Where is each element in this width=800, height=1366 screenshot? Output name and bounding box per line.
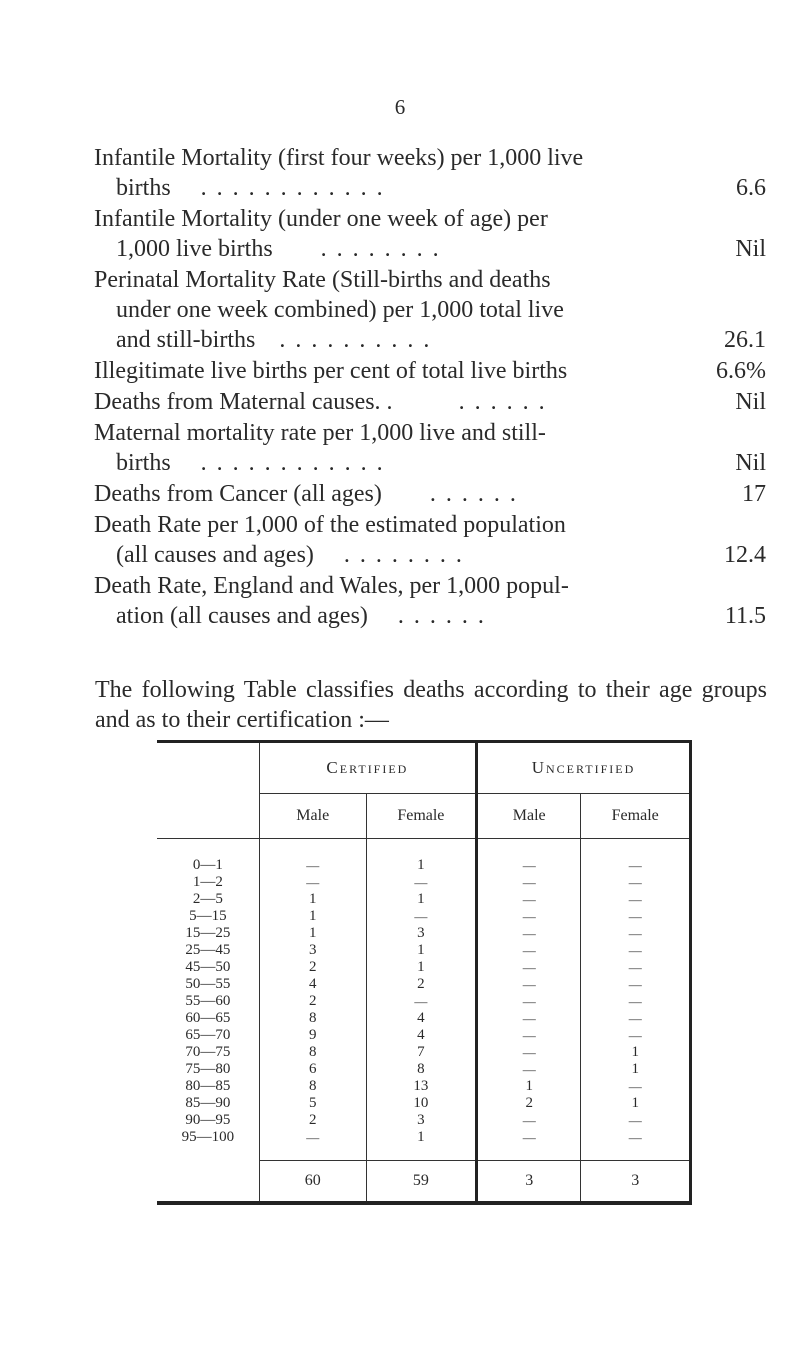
certified-female-cell: 2 [366, 976, 476, 993]
uncertified-male-cell: — [477, 1027, 581, 1044]
table-bottom-rule [157, 1201, 692, 1205]
certified-female-cell: — [366, 874, 476, 891]
age-group-cell: 0—1 [157, 839, 259, 875]
certified-female-cell: 13 [366, 1078, 476, 1095]
uncertified-male-cell: — [477, 925, 581, 942]
uncertified-female-cell: — [581, 891, 691, 908]
uncertified-female-cell: — [581, 1010, 691, 1027]
uncertified-female-cell: — [581, 942, 691, 959]
certified-female-cell: 7 [366, 1044, 476, 1061]
total-certified-male: 60 [259, 1161, 366, 1202]
stat-label: Death Rate, England and Wales, per 1,000 popul- [94, 573, 569, 599]
uncertified-female-cell: — [581, 1027, 691, 1044]
table-row [157, 1010, 691, 1027]
total-uncertified-male: 3 [477, 1161, 581, 1202]
stat-label: ation (all causes and ages) [116, 603, 368, 629]
stat-label: Maternal mortality rate per 1,000 live and still- [94, 420, 546, 446]
uncertified-male-cell: — [477, 993, 581, 1010]
stat-maternal-mortality-rate [94, 418, 766, 478]
certified-male-cell: 6 [259, 1061, 366, 1078]
certified-male-cell: 1 [259, 891, 366, 908]
certified-female-cell: 1 [366, 1129, 476, 1161]
uncertified-female-cell: — [581, 874, 691, 891]
stat-label: Perinatal Mortality Rate (Still-births and deaths [94, 267, 551, 293]
stat-illegitimate-births [94, 356, 766, 386]
table-row [157, 993, 691, 1010]
table-row [157, 1027, 691, 1044]
table-row [157, 1044, 691, 1061]
uncertified-female-cell: 1 [581, 1061, 691, 1078]
certified-female-cell: 1 [366, 891, 476, 908]
age-group-cell: 15—25 [185, 925, 231, 941]
uncertified-female-cell: — [581, 976, 691, 993]
deaths-by-age-table [157, 740, 692, 1205]
header-certified-male: Male [259, 794, 366, 839]
table-row [157, 874, 691, 891]
age-group-cell: 90—95 [185, 1112, 231, 1128]
stat-value: 12.4 [724, 542, 766, 568]
certified-female-cell: 1 [366, 839, 476, 875]
certified-male-cell: 8 [259, 1078, 366, 1095]
certified-male-cell: 2 [259, 993, 366, 1010]
page-number: 6 [394, 95, 406, 119]
uncertified-female-cell: — [581, 1078, 691, 1095]
stat-cancer-deaths [94, 479, 766, 509]
stat-value: 17 [742, 481, 766, 507]
uncertified-female-cell: 1 [581, 1044, 691, 1061]
age-group-cell: 65—70 [185, 1027, 231, 1043]
certified-female-cell: 3 [366, 925, 476, 942]
stat-label: Illegitimate live births per cent of total live births [94, 358, 568, 384]
stat-label: births [116, 450, 171, 476]
age-group-cell: 55—60 [185, 993, 231, 1009]
stat-value: Nil [735, 389, 766, 415]
uncertified-female-cell: — [581, 908, 691, 925]
uncertified-male-cell: — [477, 839, 581, 875]
age-group-cell: 80—85 [185, 1078, 231, 1094]
stat-label: Deaths from Maternal causes. . [94, 389, 393, 415]
uncertified-male-cell: — [477, 976, 581, 993]
stat-infantile-mortality-one-week [94, 204, 766, 264]
uncertified-male-cell: — [477, 1112, 581, 1129]
table-row [157, 925, 691, 942]
stat-label: under one week combined) per 1,000 total live [116, 297, 564, 323]
age-group-cell: 60—65 [185, 1010, 231, 1026]
age-group-cell: 85—90 [185, 1095, 231, 1111]
certified-female-cell: 4 [366, 1027, 476, 1044]
certified-male-cell: 2 [259, 959, 366, 976]
certified-female-cell: — [366, 993, 476, 1010]
uncertified-female-cell: — [581, 959, 691, 976]
certified-female-cell: 3 [366, 1112, 476, 1129]
leader-dots: . . . . . . . . . . . . [200, 175, 385, 201]
age-group-cell: 5—15 [189, 908, 227, 924]
stat-label: Deaths from Cancer (all ages) [94, 481, 382, 507]
stat-infantile-mortality-four-weeks [94, 143, 766, 203]
certified-male-cell: 1 [259, 908, 366, 925]
age-group-cell: 2—5 [192, 891, 223, 907]
uncertified-male-cell: — [477, 959, 581, 976]
certified-male-cell: — [259, 839, 366, 875]
certified-female-cell: 8 [366, 1061, 476, 1078]
stat-label: and still-births [116, 327, 256, 353]
certified-female-cell: 1 [366, 959, 476, 976]
certified-male-cell: — [259, 1129, 366, 1161]
stat-label: Death Rate per 1,000 of the estimated population [94, 512, 566, 538]
table-row [157, 976, 691, 993]
totals-row [157, 1161, 691, 1202]
uncertified-male-cell: 2 [477, 1095, 581, 1112]
stat-perinatal-mortality [94, 265, 766, 355]
table-row [157, 1078, 691, 1095]
certified-female-cell: 4 [366, 1010, 476, 1027]
certified-male-cell: 9 [259, 1027, 366, 1044]
certified-male-cell: 4 [259, 976, 366, 993]
age-group-cell: 1—2 [192, 874, 223, 890]
certified-male-cell: 2 [259, 1112, 366, 1129]
leader-dots: . . . . . . [397, 603, 486, 629]
leader-dots: . . . . . . [458, 389, 547, 415]
table-row [157, 1112, 691, 1129]
table-row [157, 942, 691, 959]
total-uncertified-female: 3 [581, 1161, 691, 1202]
header-uncertified: Uncertified [477, 743, 691, 794]
stat-label: Infantile Mortality (first four weeks) per 1,000 live [94, 145, 584, 171]
stat-value: 6.6% [716, 358, 766, 384]
certified-female-cell: 1 [366, 942, 476, 959]
uncertified-male-cell: 1 [477, 1078, 581, 1095]
age-group-cell: 95—100 [181, 1129, 235, 1146]
uncertified-female-cell: — [581, 925, 691, 942]
age-group-cell: 70—75 [185, 1044, 231, 1060]
table-intro-paragraph: The following Table classifies deaths according to their age groups and as to their certification :— [95, 677, 767, 733]
age-group-cell: 75—80 [185, 1061, 231, 1077]
header-certified: Certified [259, 743, 476, 794]
uncertified-male-cell: — [477, 1061, 581, 1078]
total-certified-female: 59 [366, 1161, 476, 1202]
stat-label: 1,000 live births [116, 236, 273, 262]
stat-value: Nil [735, 450, 766, 476]
age-group-cell: 50—55 [185, 976, 231, 992]
table-row [157, 1061, 691, 1078]
uncertified-male-cell: — [477, 874, 581, 891]
stat-value: 6.6 [736, 175, 766, 201]
table-body [157, 839, 691, 1161]
uncertified-male-cell: — [477, 908, 581, 925]
header-uncertified-male: Male [477, 794, 581, 839]
stat-label: (all causes and ages) [116, 542, 314, 568]
certified-female-cell: 10 [366, 1095, 476, 1112]
stat-value: Nil [735, 236, 766, 262]
certified-male-cell: — [259, 874, 366, 891]
uncertified-female-cell: — [581, 1129, 691, 1161]
uncertified-male-cell: — [477, 1129, 581, 1161]
table-row [157, 1129, 691, 1161]
certified-female-cell: — [366, 908, 476, 925]
uncertified-male-cell: — [477, 1044, 581, 1061]
stat-death-rate-england-wales [94, 571, 766, 631]
stat-death-rate [94, 510, 766, 570]
uncertified-female-cell: — [581, 1112, 691, 1129]
uncertified-male-cell: — [477, 1010, 581, 1027]
leader-dots: . . . . . . . . [343, 542, 464, 568]
table-row [157, 839, 691, 875]
certified-male-cell: 1 [259, 925, 366, 942]
header-uncertified-female: Female [581, 794, 691, 839]
stat-maternal-deaths [94, 387, 766, 417]
leader-dots: . . . . . . . . . . . . [200, 450, 385, 476]
uncertified-female-cell: — [581, 993, 691, 1010]
age-group-cell: 45—50 [185, 959, 231, 975]
certified-male-cell: 3 [259, 942, 366, 959]
stat-value: 26.1 [724, 327, 766, 353]
leader-dots: . . . . . . . . . . [279, 327, 432, 353]
table-row [157, 908, 691, 925]
uncertified-female-cell: — [581, 839, 691, 875]
uncertified-male-cell: — [477, 942, 581, 959]
statistics-list [94, 143, 766, 632]
header-certified-female: Female [366, 794, 476, 839]
table-row [157, 959, 691, 976]
stat-value: 11.5 [724, 603, 766, 629]
certified-male-cell: 5 [259, 1095, 366, 1112]
table-row [157, 1095, 691, 1112]
stat-label: births [116, 175, 171, 201]
leader-dots: . . . . . . [429, 481, 518, 507]
table-row [157, 891, 691, 908]
uncertified-female-cell: 1 [581, 1095, 691, 1112]
stat-label: Infantile Mortality (under one week of age) per [94, 206, 548, 232]
age-group-cell: 25—45 [185, 942, 231, 958]
certified-male-cell: 8 [259, 1010, 366, 1027]
certified-male-cell: 8 [259, 1044, 366, 1061]
uncertified-male-cell: — [477, 891, 581, 908]
leader-dots: . . . . . . . . [320, 236, 441, 262]
